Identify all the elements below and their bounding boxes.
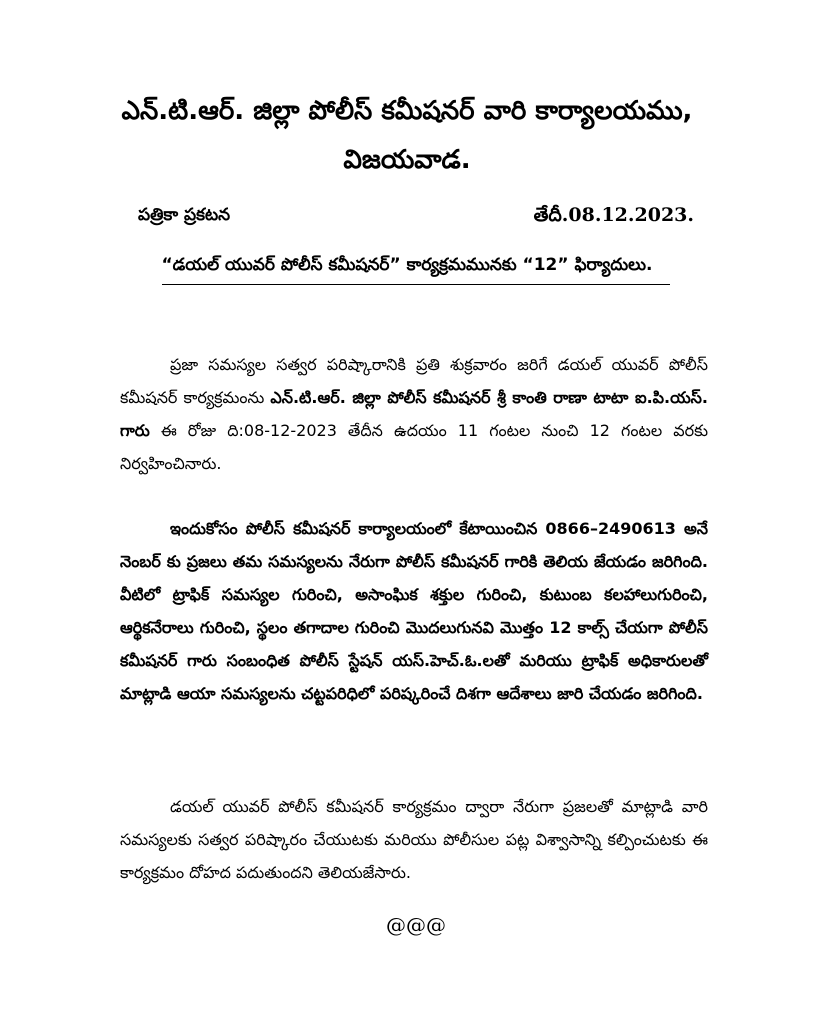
- release-subheading: “డయల్ యువర్ పోలీస్ కమీషనర్” కార్యక్రమమునకు “12” ఫిర్యాదులు.: [161, 255, 653, 275]
- paragraph-conclusion: డయల్ యువర్ పోలీస్ కమీషనర్ కార్యక్రమం ద్వారా నేరుగా ప్రజలతో మాట్లాడి వారి సమస్యలకు సత్వర పరిష్కారం చేయుటకు మరియు పోలీసుల పట్ల విశ్వాసాన్ని కల్పించుటకు ఈ కార్యక్రమం దోహద పదుతుందని తెలియజేసారు.: [120, 797, 708, 882]
- office-city: విజయవాడ.: [343, 145, 471, 175]
- paragraph-details: ఇందుకోసం పోలీస్ కమీషనర్ కార్యాలయంలో కేటాయించిన 0866–2490613 అనే నెంబర్ కు ప్రజలు తమ సమస్యలను నేరుగా పోలీస్ కమీషనర్ గారికి తెలియ జేయడం జరిగింది. వీటిలో ట్రాఫిక్ సమస్యల గురించి, అసాంఘిక శక్తుల గురించి, కుటుంబ కలహాలుగురించి, ఆర్థికనేరాలు గురించి, స్థలం తగాదాల గురించి మొదలుగునవి మొత్తం 12 కాల్స్ చేయగా పోలీస్ కమీషనర్ గారు సంబంధిత పోలీస్ స్టేషన్ యస్.హెచ్.ఓ.లతో మరియు ట్రాఫిక్ అధికారులతో మాట్లాడి ఆయా సమస్యలను చట్టపరిధిలో పరిష్కరించే దిశగా ఆదేశాలు జారి చేయడం జరిగింది.: [120, 519, 708, 703]
- commissioner-name: ఎన్.టి.ఆర్. జిల్లా పోలీస్ కమీషనర్ శ్రీ కాంతి రాణా టాటా ఐ.పి.యస్. గారు: [120, 388, 708, 440]
- paragraph-intro-text-a: ప్రజా సమస్యల సత్వర పరిష్కారానికి ప్రతి శుక్రవారం జరిగే డయల్ యువర్ పోలీస్ కమీషనర్ కార్యక్రమంను: [120, 355, 708, 407]
- office-title: ఎన్.టి.ఆర్. జిల్లా పోలీస్ కమీషనర్ వారి కార్యాలయము,: [121, 96, 693, 126]
- release-date: తేదీ.08.12.2023.: [533, 204, 694, 226]
- paragraph-intro: [120, 348, 708, 480]
- closing-mark: @@@: [386, 913, 446, 937]
- press-release-label: పత్రికా ప్రకటన: [138, 205, 231, 225]
- paragraph-intro-text-b: ఈ రోజు ది:08-12-2023 తేదీన ఉదయం 11 గంటల నుంచి 12 గంటల వరకు నిర్వహించినారు.: [120, 421, 708, 473]
- subheading-underline: [162, 284, 670, 285]
- meta-row: [138, 200, 694, 230]
